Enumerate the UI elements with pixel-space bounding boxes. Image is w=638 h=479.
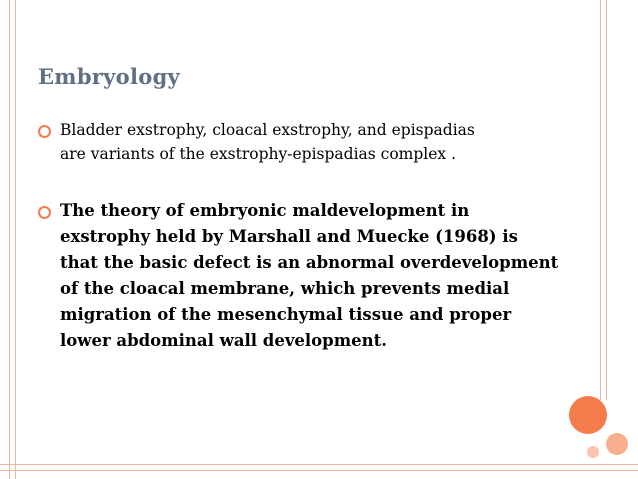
- right-border-decoration: [600, 0, 607, 400]
- small-circle-decoration: [587, 446, 599, 458]
- large-circle-decoration: [569, 396, 607, 434]
- bullet-item-1: [38, 118, 500, 166]
- bullet-text-1: Bladder exstrophy, cloacal exstrophy, and epispadias are variants of the exstrophy-epispadias complex .: [60, 121, 475, 163]
- bullet-list: [38, 118, 558, 354]
- medium-circle-decoration: [606, 433, 628, 455]
- bullet-item-2: [38, 198, 560, 354]
- ring-bullet-icon: [38, 125, 51, 138]
- ring-bullet-icon: [38, 206, 51, 219]
- bottom-border-decoration: [0, 464, 638, 471]
- bullet-text-2: The theory of embryonic maldevelopment in exstrophy held by Marshall and Muecke (1968) is that the basic defect is an abnormal overdevelopment of the cloacal membrane, which prevents medial migration of the mesenchymal tissue and proper lower abdominal wall development.: [60, 201, 559, 350]
- left-border-decoration: [9, 0, 16, 479]
- slide-title: Embryology: [38, 64, 181, 89]
